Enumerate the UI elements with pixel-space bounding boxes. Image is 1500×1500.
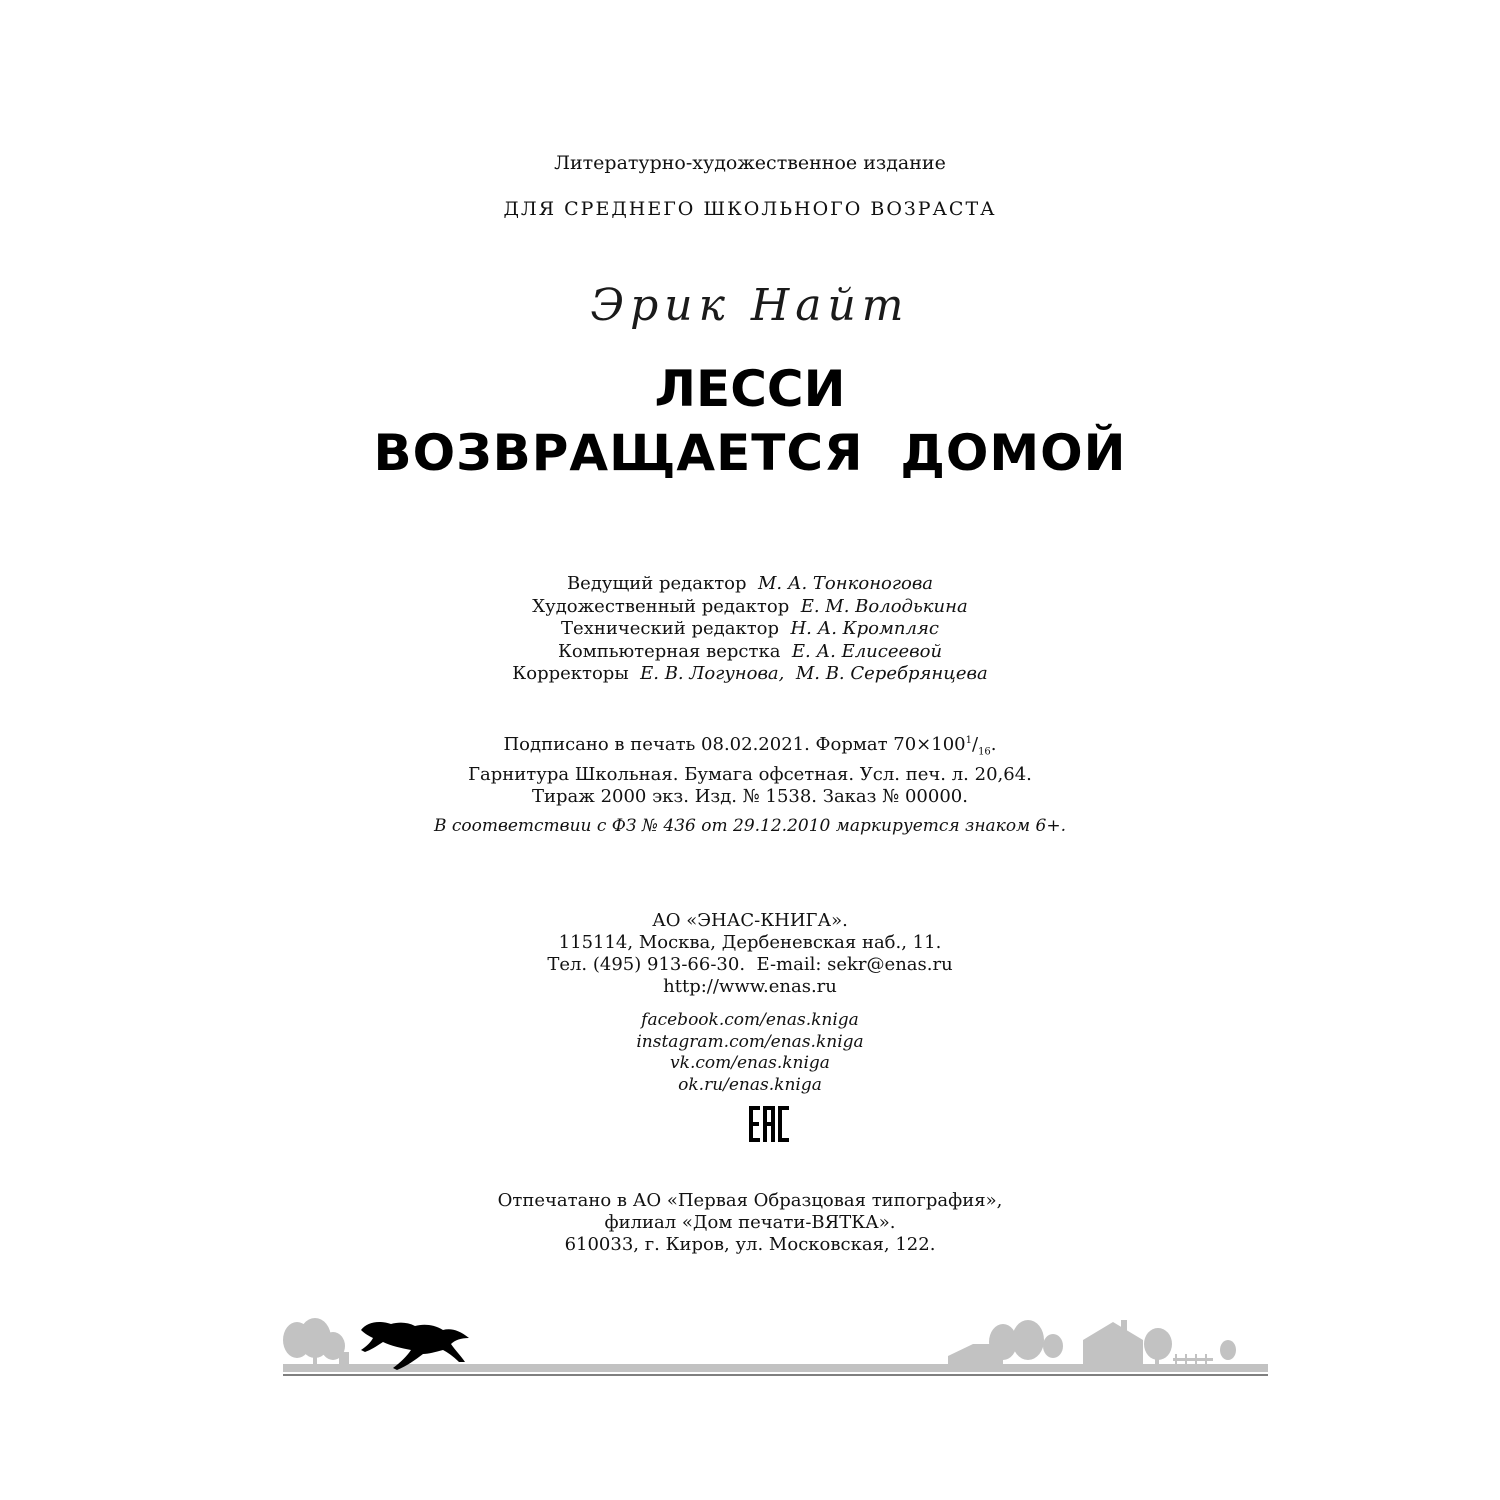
print-typeface: Гарнитура Школьная. Бумага офсетная. Усл. печ. л. 20,64. xyxy=(468,763,1032,785)
book-title-line1: ЛЕССИ xyxy=(654,360,846,418)
social-link: instagram.com/enas.kniga xyxy=(636,1031,864,1052)
credit-row: Ведущий редактор М. А. Тонконогова xyxy=(566,573,934,594)
publisher-contacts: Тел. (495) 913-66-30. E-mail: sekr@enas.ru xyxy=(547,954,953,975)
publisher-name: АО «ЭНАС-КНИГА». xyxy=(652,910,848,931)
social-link: ok.ru/enas.kniga xyxy=(678,1074,822,1095)
book-title-line2-text: ВОЗВРАЩАЕТСЯ ДОМОЙ xyxy=(373,424,1127,482)
printer-line: Отпечатано в АО «Первая Образцовая типография», xyxy=(497,1190,1003,1211)
credit-row: Художественный редактор Е. М. Володькина xyxy=(532,595,968,617)
social-link: vk.com/enas.kniga xyxy=(670,1053,830,1073)
eac-certification-icon xyxy=(749,1106,789,1142)
print-signed: Подписано в печать 08.02.2021. Формат $70\times 100^1/_{16}$. xyxy=(503,734,997,758)
publisher-website: http://www.enas.ru xyxy=(663,976,837,997)
credit-row: Компьютерная верстка Е. А. Елисеевой xyxy=(557,640,943,662)
printer-line: 610033, г. Киров, ул. Московская, 122. xyxy=(564,1234,936,1255)
social-links xyxy=(0,1010,1500,1096)
print-run: Тираж 2000 экз. Изд. № 1538. Заказ № 00000. xyxy=(532,785,968,807)
landscape-illustration xyxy=(283,1300,1268,1380)
credit-row: Корректоры Е. В. Логунова, М. В. Серебрянцева xyxy=(512,663,988,684)
running-dog-icon xyxy=(361,1322,469,1370)
printer-line: филиал «Дом печати-ВЯТКА». xyxy=(604,1212,896,1233)
age-rating-note: В соответствии с ФЗ № 436 от 29.12.2010 маркируется знаком 6+. xyxy=(433,816,1067,836)
credits-block xyxy=(0,573,1500,686)
credit-row: Технический редактор Н. А. Кромпляс xyxy=(561,618,939,639)
author-name: Эрик Найт xyxy=(590,280,910,331)
edition-type: Литературно-художественное издание xyxy=(554,152,946,174)
publisher-block xyxy=(0,910,1500,998)
book-title-line2 xyxy=(0,424,1500,482)
print-info xyxy=(0,730,1500,808)
publisher-address: 115114, Москва, Дербеневская наб., 11. xyxy=(558,932,942,953)
social-link: facebook.com/enas.kniga xyxy=(641,1010,859,1030)
printer-block xyxy=(0,1190,1500,1256)
age-group: ДЛЯ СРЕДНЕГО ШКОЛЬНОГО ВОЗРАСТА xyxy=(503,198,997,220)
